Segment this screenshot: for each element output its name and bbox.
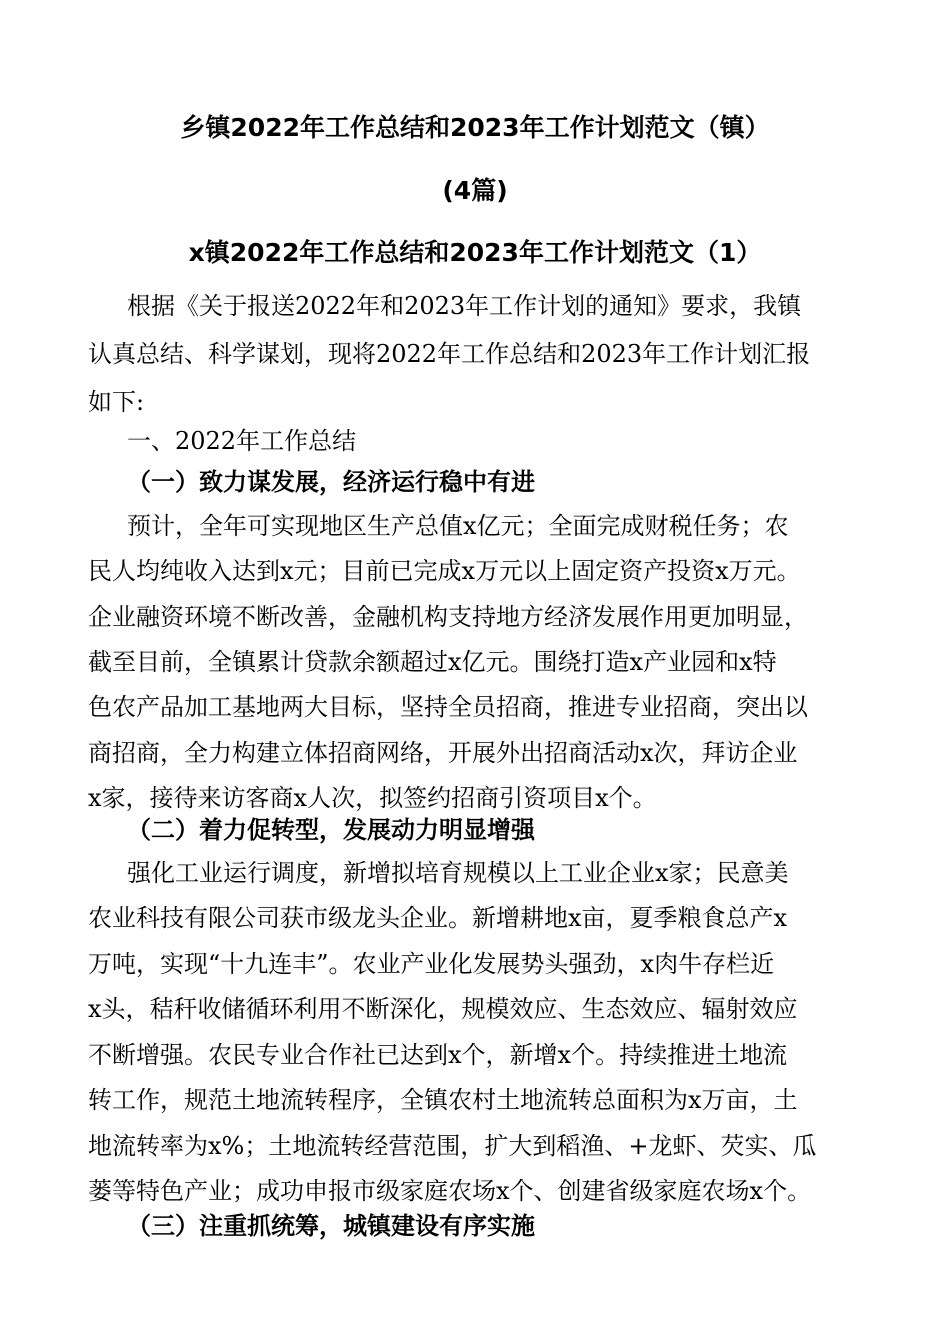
paragraph-line: 民人均纯收入达到x元；目前已完成x万元以上固定资产投资x万元。 (88, 557, 801, 585)
intro-line: 认真总结、科学谋划，现将2022年工作总结和2023年工作计划汇报 (88, 340, 811, 368)
subsection-heading: （三）注重抓统筹，城镇建设有序实施 (127, 1212, 535, 1240)
paragraph-line: 农业科技有限公司获市级龙头企业。新增耕地x亩，夏季粮食总产x (88, 904, 788, 932)
document-title: 乡镇2022年工作总结和2023年工作计划范文（镇） (180, 113, 770, 142)
subsection-heading: （一）致力谋发展，经济运行稳中有进 (127, 468, 535, 496)
section-heading: 一、2022年工作总结 (127, 427, 357, 455)
paragraph-line: 强化工业运行调度，新增拟培育规模以上工业企业x家；民意美 (127, 859, 789, 887)
paragraph-line: 色农产品加工基地两大目标，坚持全员招商，推进专业招商，突出以 (88, 693, 808, 721)
paragraph-line: 转工作，规范土地流转程序，全镇农村土地流转总面积为x万亩，土 (88, 1086, 798, 1114)
intro-line: 如下: (88, 388, 145, 416)
paragraph-line: x家，接待来访客商x人次，拟签约招商引资项目x个。 (88, 784, 657, 812)
paragraph-line: 地流转率为x%；土地流转经营范围，扩大到稻渔、+龙虾、芡实、瓜 (88, 1132, 817, 1160)
document-title-count: (4篇) (442, 176, 508, 205)
paragraph-line: 截至目前，全镇累计贷款余额超过x亿元。围绕打造x产业园和x特 (88, 648, 777, 676)
document-subtitle: x镇2022年工作总结和2023年工作计划范文（1） (188, 238, 762, 267)
paragraph-line: x头，秸秆收储循环利用不断深化，规模效应、生态效应、辐射效应 (88, 995, 798, 1023)
paragraph-line: 不断增强。农民专业合作社已达到x个，新增x个。持续推进土地流 (88, 1041, 788, 1069)
intro-line: 根据《关于报送2022年和2023年工作计划的通知》要求，我镇 (127, 292, 802, 320)
paragraph-line: 预计，全年可实现地区生产总值x亿元；全面完成财税任务；农 (127, 512, 789, 540)
paragraph-line: 企业融资环境不断改善，金融机构支持地方经济发展作用更加明显， (88, 603, 808, 631)
paragraph-line: 蒌等特色产业；成功申报市级家庭农场x个、创建省级家庭农场x个。 (88, 1177, 812, 1205)
subsection-heading: （二）着力促转型，发展动力明显增强 (127, 816, 535, 844)
paragraph-line: 万吨，实现“十九连丰”。农业产业化发展势头强劲，x肉牛存栏近 (88, 950, 775, 978)
paragraph-line: 商招商，全力构建立体招商网络，开展外出招商活动x次，拜访企业 (88, 739, 798, 767)
